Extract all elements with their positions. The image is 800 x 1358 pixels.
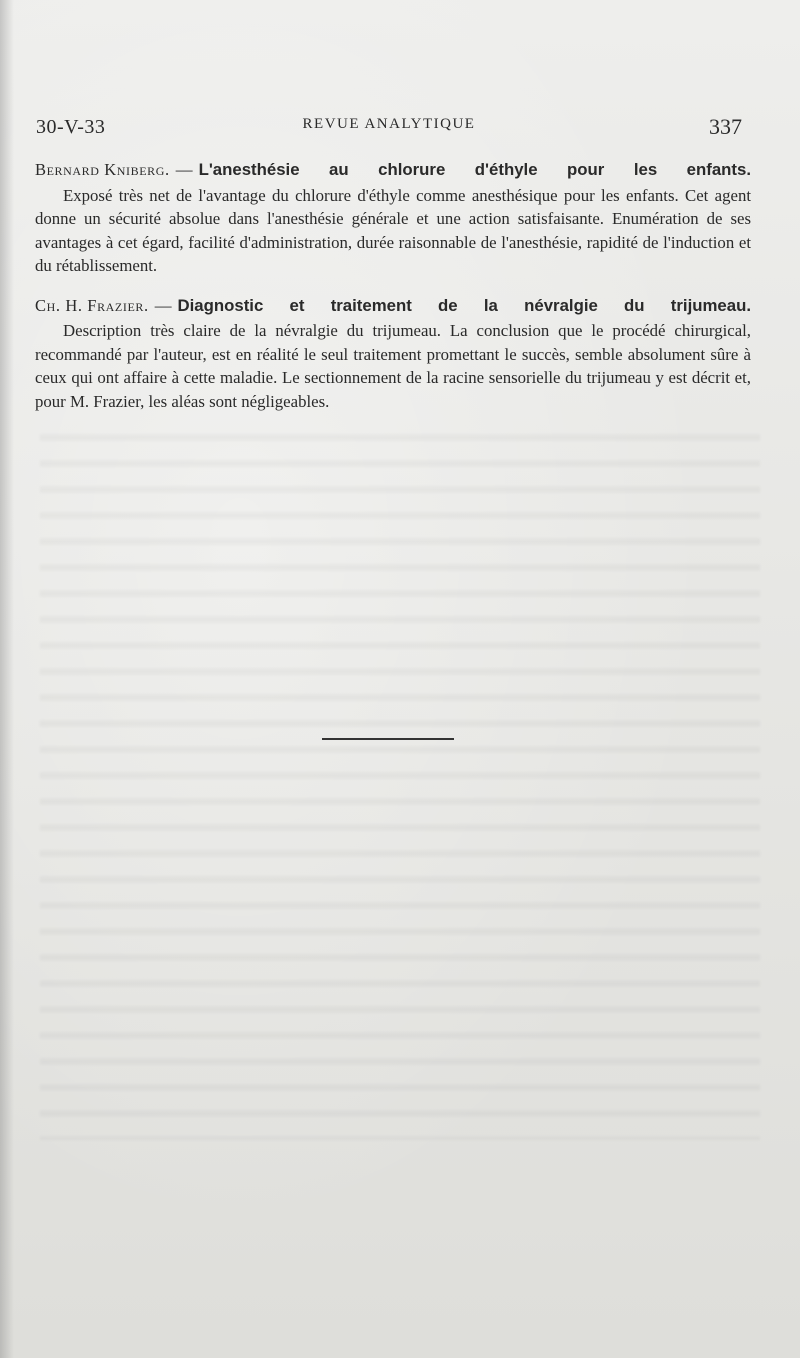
article-column <box>35 158 751 413</box>
entry-author: Ch. H. Frazier. <box>35 295 149 315</box>
bleed-through-texture <box>40 420 760 1140</box>
entry-body: Description très claire de la névralgie du trijumeau. La conclusion que le procédé chirurgical, recommandé par l'auteur, est en réalité le seul traitement promettant le succès, semble absolument sûre à ceux qui ont affaire à cette maladie. Le sectionnement de la racine sensorielle du trijumeau y est décrit et, pour M. Frazier, les aléas sont négligeables. <box>35 321 751 411</box>
page-number: 337 <box>709 114 742 139</box>
entry-title: Diagnostic et traitement de la névralgie du trijumeau. <box>177 295 751 315</box>
section-divider <box>322 738 454 740</box>
entry-dash: — <box>175 160 193 179</box>
entry-heading <box>35 294 751 318</box>
entry-dash: — <box>154 295 172 315</box>
running-title: REVUE ANALYTIQUE <box>302 116 476 132</box>
entry-body: Exposé très net de l'avantage du chlorure d'éthyle comme anesthésique pour les enfants. Cet agent donne un sécurité absolue dans l'anesthésie générale et une action satisfaisante. Enumération de ses avantages à cet égard, facilité d'administration, durée raisonnable de l'anesthésie, rapidité de l'induction et du rétablissement. <box>35 185 751 275</box>
running-header <box>36 112 742 142</box>
entry-title: L'anesthésie au chlorure d'éthyle pour les enfants. <box>198 160 751 179</box>
entry-author: Bernard Kniberg. <box>35 160 170 179</box>
entry-heading <box>35 158 751 182</box>
review-entry <box>35 294 751 414</box>
review-entry <box>35 158 751 278</box>
page-reference: 30-V-33 <box>36 116 106 138</box>
binding-shadow <box>0 0 14 1358</box>
